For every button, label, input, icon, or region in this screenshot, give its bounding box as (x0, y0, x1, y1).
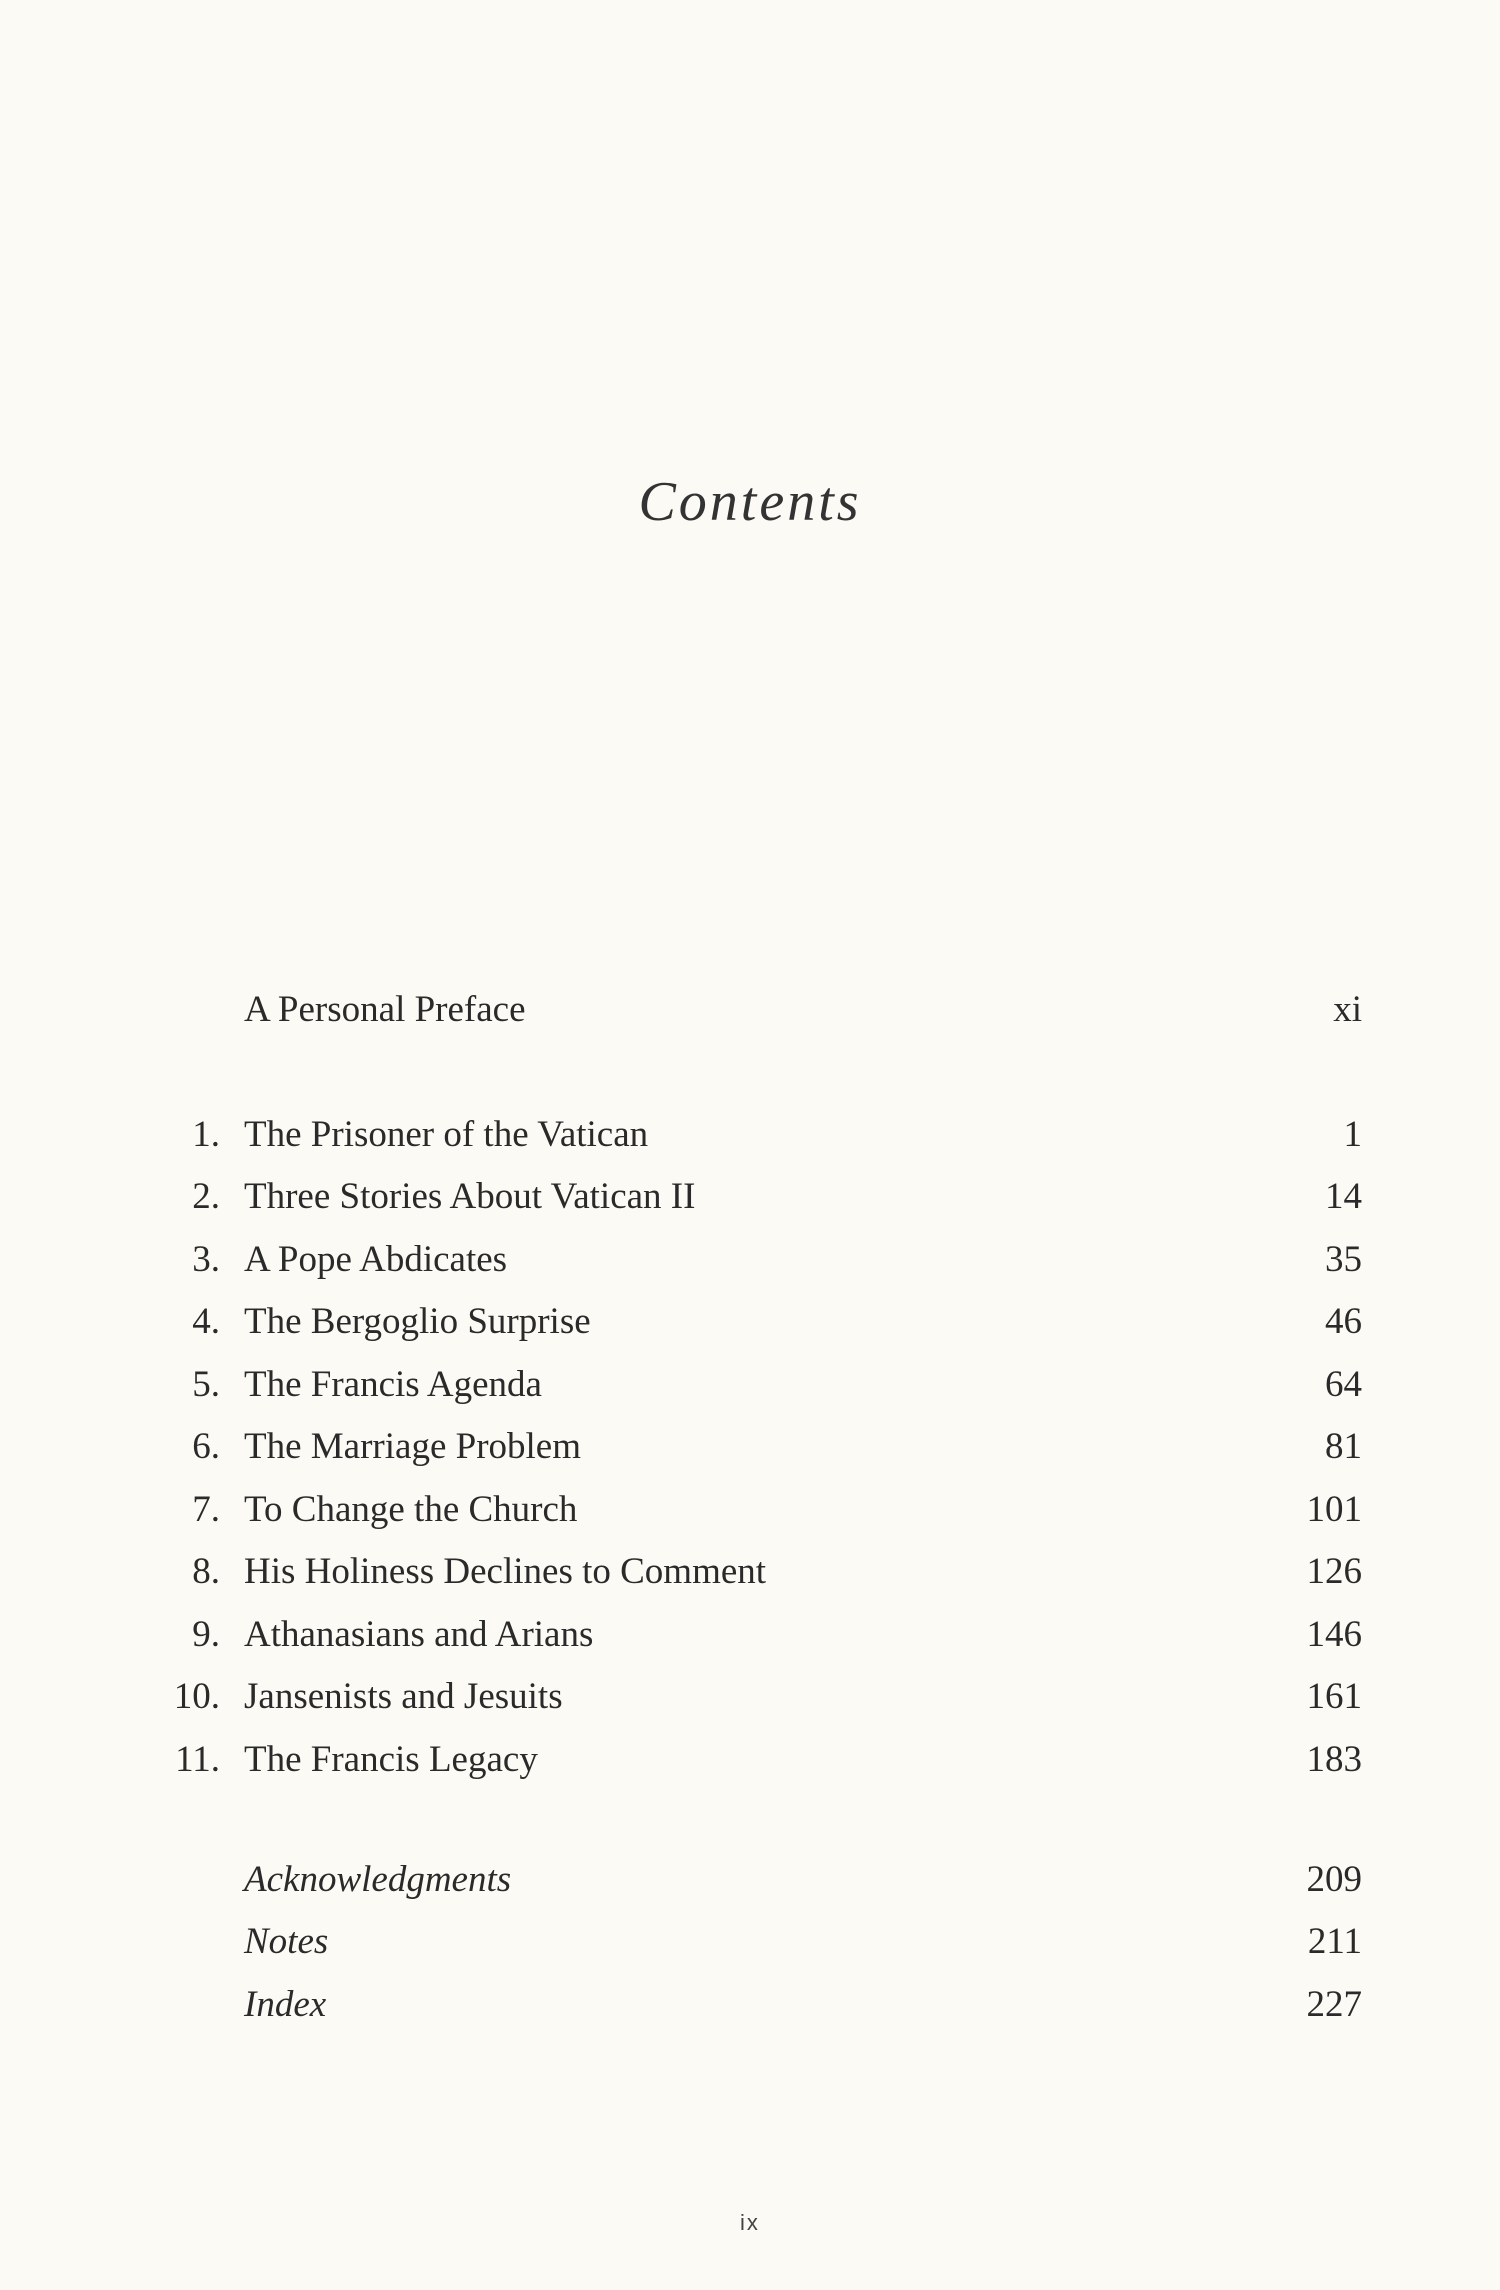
toc-entry-label: The Francis Agenda (244, 1364, 542, 1405)
toc-entry-number: 11. (175, 1739, 220, 1780)
toc-entry-number: 9. (192, 1614, 220, 1655)
toc-entry-number: 2. (192, 1176, 220, 1217)
toc-entry-chapter (0, 1422, 1500, 1472)
toc-entry-acknowledgments (0, 1855, 1500, 1905)
toc-entry-page: 101 (1306, 1489, 1362, 1530)
toc-entry-label: The Prisoner of the Vatican (244, 1114, 649, 1155)
toc-entry-number: 1. (192, 1114, 220, 1155)
toc-entry-chapter (0, 1672, 1500, 1722)
toc-entry-page: 227 (1306, 1984, 1362, 2025)
toc-entry-number: 10. (173, 1676, 220, 1717)
toc-entry-chapter (0, 1485, 1500, 1535)
toc-entry-page: 126 (1306, 1551, 1362, 1592)
page-number: ix (740, 2210, 760, 2235)
toc-entry-chapter (0, 1547, 1500, 1597)
toc-entry-chapter (0, 1297, 1500, 1347)
toc-entry-number: 5. (192, 1364, 220, 1405)
toc-entry-label: The Marriage Problem (244, 1426, 581, 1467)
toc-entry-label: The Bergoglio Surprise (244, 1301, 591, 1342)
toc-entry-label: Athanasians and Arians (244, 1614, 594, 1655)
toc-entry-label: Acknowledgments (244, 1859, 512, 1900)
toc-entry-label: To Change the Church (244, 1489, 578, 1530)
toc-entry-page: 46 (1325, 1301, 1362, 1342)
toc-entry-label: A Personal Preface (244, 989, 526, 1030)
toc-entry-chapter (0, 1235, 1500, 1285)
toc-entry-chapter (0, 1360, 1500, 1410)
toc-entry-page: 64 (1325, 1364, 1362, 1405)
toc-entry-page: 35 (1325, 1239, 1362, 1280)
toc-entry-chapter (0, 1610, 1500, 1660)
toc-entry-page: 209 (1306, 1859, 1362, 1900)
toc-entry-page: 81 (1325, 1426, 1362, 1467)
toc-entry-page: 14 (1325, 1176, 1362, 1217)
toc-entry-label: Notes (244, 1921, 329, 1962)
page-title: Contents (638, 471, 862, 533)
toc-entry-page: 183 (1306, 1739, 1362, 1780)
toc-entry-chapter (0, 1110, 1500, 1160)
toc-entry-chapter (0, 1172, 1500, 1222)
toc-entry-number: 3. (192, 1239, 220, 1280)
toc-entry-number: 6. (192, 1426, 220, 1467)
toc-entry-page: xi (1333, 989, 1362, 1030)
toc-entry-notes (0, 1917, 1500, 1967)
toc-entry-number: 7. (192, 1489, 220, 1530)
toc-entry-label: A Pope Abdicates (244, 1239, 508, 1280)
toc-entry-page: 146 (1306, 1614, 1362, 1655)
toc-entry-index (0, 1980, 1500, 2030)
toc-entry-number: 4. (192, 1301, 220, 1342)
toc-entry-label: Three Stories About Vatican II (244, 1176, 696, 1217)
toc-entry-page: 211 (1307, 1921, 1362, 1962)
toc-entry-page: 1 (1343, 1114, 1362, 1155)
toc-entry-label: Jansenists and Jesuits (244, 1676, 563, 1717)
toc-entry-number: 8. (192, 1551, 220, 1592)
toc-entry-chapter (0, 1735, 1500, 1785)
toc-entry-preface (0, 985, 1500, 1035)
toc-entry-label: The Francis Legacy (244, 1739, 538, 1780)
toc-entry-label: Index (244, 1984, 327, 2025)
toc-entry-page: 161 (1306, 1676, 1362, 1717)
toc-entry-label: His Holiness Declines to Comment (244, 1551, 767, 1592)
